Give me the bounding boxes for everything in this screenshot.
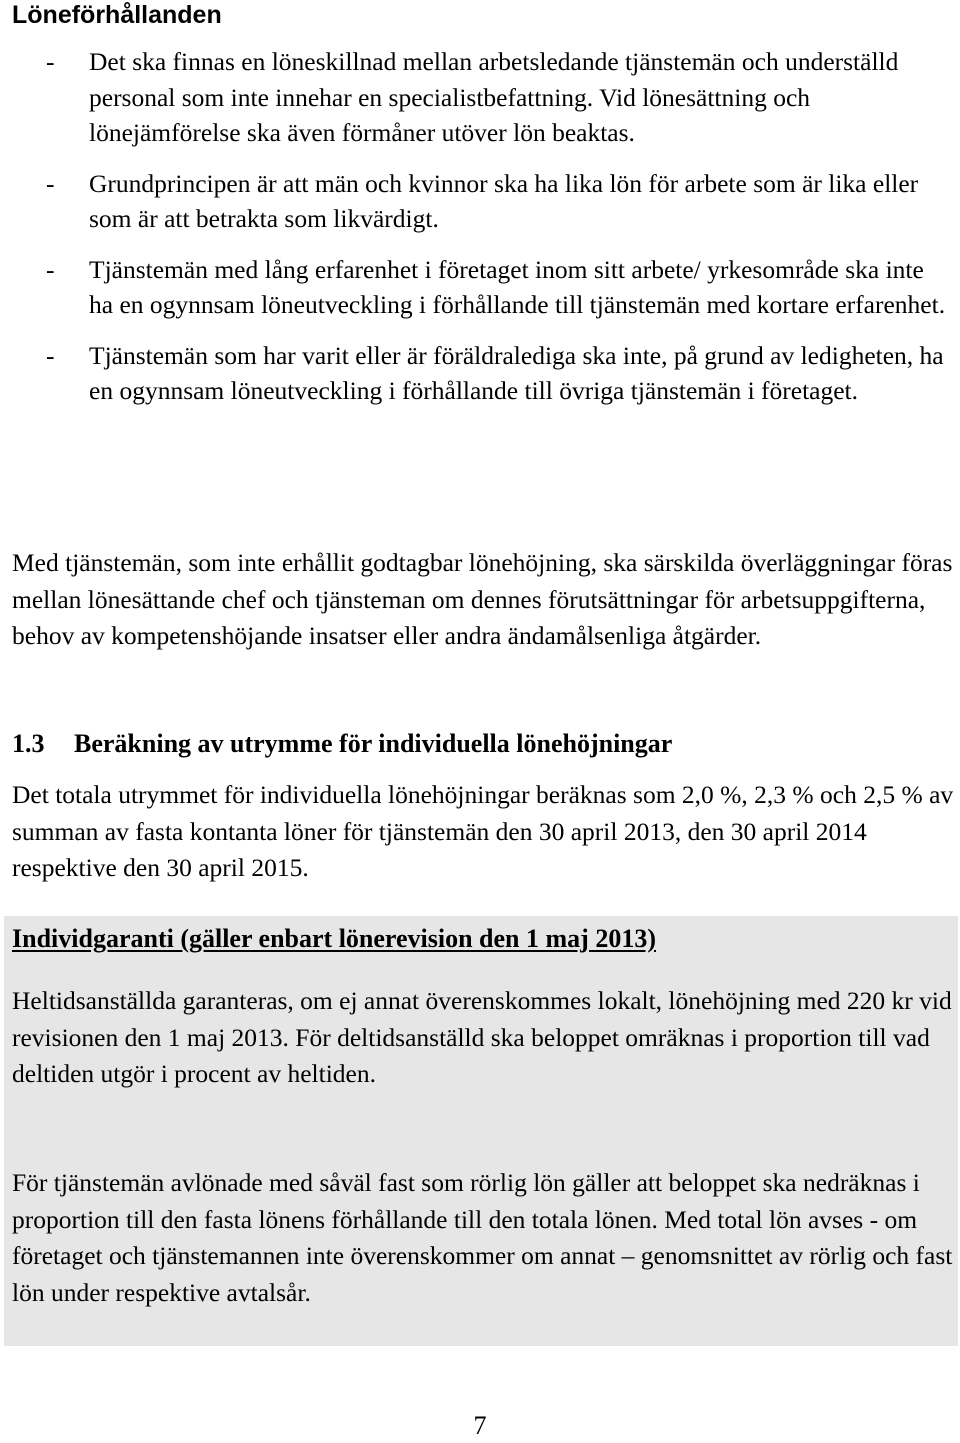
bullet-text: Tjänstemän med lång erfarenhet i företaget inom sitt arbete/ yrkesområde ska inte ha en ogynnsam löneutveckling i förhållande till tjänstemän med kortare erfarenhet. (89, 254, 946, 319)
list-item (12, 338, 952, 409)
bullet-dash: - (46, 47, 55, 76)
overlaggningar-paragraph: Med tjänstemän, som inte erhållit godtagbar lönehöjning, ska särskilda överläggningar föras mellan lönesättande chef och tjänsteman om dennes förutsättningar för arbetsuppgifterna, behov av kompetenshöjande insatser eller andra ändamålsenliga åtgärder. (12, 548, 953, 650)
bullet-dash: - (46, 340, 55, 370)
list-item (12, 44, 952, 151)
individgaranti-heading: Individgaranti (gäller enbart lönerevision den 1 maj 2013) (12, 924, 656, 953)
bullet-list (12, 44, 952, 424)
section-number: 1.3 (12, 729, 45, 758)
bullet-text: Grundprincipen är att män och kvinnor ska ha lika lön för arbete som är lika eller som är att betrakta som likvärdigt. (89, 168, 919, 233)
list-item (12, 166, 952, 237)
individgaranti-paragraph-2: För tjänstemän avlönade med såväl fast som rörlig lön gäller att beloppet ska nedräknas i proportion till den fasta lönens förhållande till den totala lönen. Med total lön avses - om företaget och tjänstemannen inte överenskommer om annat – genomsnittet av rörlig och fast lön under respektive avtalsår. (12, 1168, 953, 1307)
section-title: Beräkning av utrymme för individuella lönehöjningar (74, 729, 673, 758)
bullet-dash: - (46, 168, 55, 198)
bullet-text: Tjänstemän som har varit eller är föräldralediga ska inte, på grund av ledigheten, ha en ogynnsam löneutveckling i förhållande till övriga tjänstemän i företaget. (89, 340, 944, 405)
section-heading: Löneförhållanden (12, 1, 222, 29)
list-item (12, 252, 952, 323)
bullet-text: Det ska finnas en löneskillnad mellan arbetsledande tjänstemän och underställd personal som inte innehar en specialistbefattning. Vid lönesättning och lönejämförelse ska även förmåner utöver lön beaktas. (89, 47, 899, 147)
bullet-dash: - (46, 254, 55, 284)
page-number: 7 (473, 1411, 487, 1440)
individgaranti-paragraph-1: Heltidsanställda garanteras, om ej annat överenskommes lokalt, lönehöjning med 220 kr vid revisionen den 1 maj 2013. För deltidsanställd ska beloppet omräknas i proportion till vad deltiden utgör i procent av heltiden. (12, 986, 952, 1088)
section-1-3-heading (12, 727, 672, 761)
section-1-3-text: Det totala utrymmet för individuella lönehöjningar beräknas som 2,0 %, 2,3 % och 2,5 % av summan av fasta kontanta löner för tjänstemän den 30 april 2013, den 30 april 2014 respektive den 30 april 2015. (12, 780, 954, 882)
